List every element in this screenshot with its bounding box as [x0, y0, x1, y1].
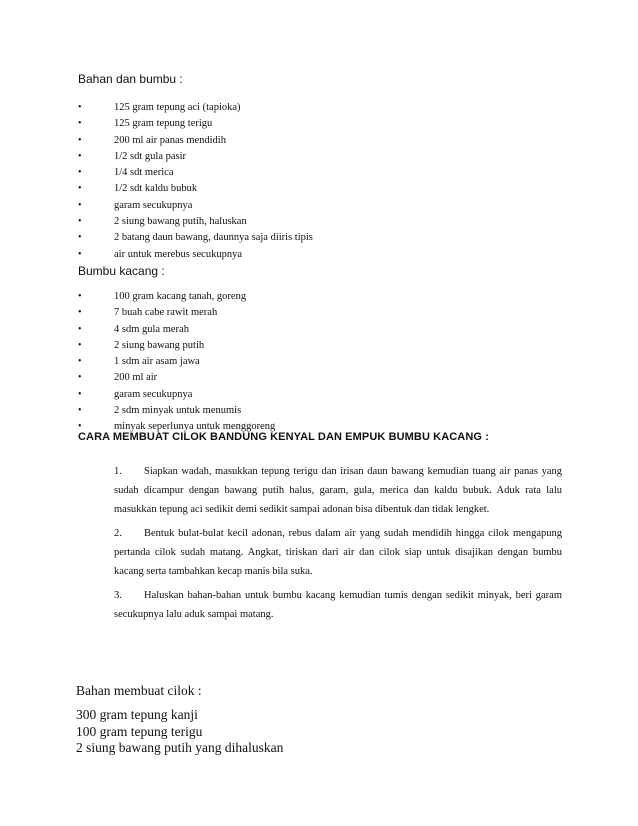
cilok-ingredients-list: [76, 707, 283, 757]
bullet-icon: •: [78, 232, 82, 244]
bullet-icon: •: [78, 291, 82, 302]
method-heading: CARA MEMBUAT CILOK BANDUNG KENYAL DAN EMPUK BUMBU KACANG :: [78, 431, 489, 443]
step-number: 2.: [114, 528, 122, 539]
ingredients-heading: Bahan dan bumbu :: [78, 72, 183, 86]
bullet-icon: •: [78, 167, 82, 179]
bullet-icon: •: [78, 339, 82, 351]
list-item: 100 gram tepung terigu: [76, 723, 203, 739]
step-text: Bentuk bulat-bulat kecil adonan, rebus dalam air yang sudah mendidih hingga cilok mengapung pertanda cilok sudah matang. Angkat, tiriskan dari air dan cilok siap untuk disajikan dengan bumbu kacang serta tambahkan kecap manis bila suka.: [114, 528, 562, 577]
peanut-sauce-heading: Bumbu kacang :: [78, 264, 165, 278]
bullet-icon: •: [78, 134, 82, 146]
bullet-icon: •: [78, 216, 82, 228]
bullet-icon: •: [78, 183, 82, 195]
method-step: [114, 586, 562, 624]
bullet-icon: •: [78, 421, 82, 433]
cilok-ingredients-heading: Bahan membuat cilok :: [76, 683, 202, 698]
bullet-icon: •: [78, 248, 82, 260]
bullet-icon: •: [78, 118, 82, 130]
bullet-icon: •: [78, 307, 82, 319]
list-item: 300 gram tepung kanji: [76, 707, 198, 722]
step-number: 1.: [114, 466, 122, 477]
method-steps: [114, 462, 562, 629]
document-page: Bahan dan bumbu : • 125 gram tepung aci (tapioka) • 125 gram tepung terigu • 200 ml air panas mendidih • 1/2 sdt gula pasir • 1/4 sdt merica • 1/2 sdt kaldu bubuk • garam secukupnya • 2 siung bawang putih, haluskan • 2 batang daun bawang, daunnya saja diiris tipis • air untuk merebus secukupnya Bumbu kacang : • 100 gram kacang tanah, goreng • 7 buah cabe rawit merah • 4 sdm gula merah • 2 siung bawang putih • 1 sdm air asam jawa • 200 ml air • garam secukupnya • 2 sdm minyak untuk menumis • minyak seperlunya untuk menggoreng CARA MEMBUAT CILOK BANDUNG KENYAL DAN EMPUK BUMBU KACANG : 1. Siapkan wadah, masukkan tepung terigu dan irisan daun bawang kemudian tuang air panas yang sudah dicampur dengan bawang putih halus, garam, gula, merica dan kaldu bubuk. Aduk rata lalu masukkan tepung aci sedikit demi sedikit sampai adonan bisa dibentuk dan tidak lengket. 2. Bentuk bulat-bulat kecil adonan, rebus dalam air yang sudah mendidih hingga cilok mengapung pertanda cilok sudah matang. Angkat, tiriskan dari air dan cilok siap untuk disajikan dengan bumbu kacang serta tambahkan kecap manis bila suka. 3. Haluskan bahan-bahan untuk bumbu kacang kemudian tumis dengan sedikit minyak, beri garam secukupnya lalu aduk sampai matang. Bahan membuat cilok : 300 gram tepung kanji 100 gram tepung terigu 2 siung bawang putih yang dihaluskan: [76, 72, 562, 755]
bullet-icon: •: [78, 405, 82, 417]
step-text: Haluskan bahan-bahan untuk bumbu kacang kemudian tumis dengan sedikit minyak, beri garam secukupnya lalu aduk sampai matang.: [114, 590, 562, 620]
bullet-icon: •: [78, 199, 82, 211]
method-step: [114, 524, 562, 581]
bullet-icon: •: [78, 102, 82, 113]
bullet-icon: •: [78, 372, 82, 384]
list-item: 2 siung bawang putih yang dihaluskan: [76, 740, 284, 755]
bullet-icon: •: [78, 356, 82, 368]
step-text: Siapkan wadah, masukkan tepung terigu dan irisan daun bawang kemudian tuang air panas yang sudah dicampur dengan bawang putih halus, garam, gula, merica dan kaldu bubuk. Aduk rata lalu masukkan tepung aci sedikit demi sedikit sampai adonan bisa dibentuk dan tidak lengket.: [114, 466, 562, 515]
step-number: 3.: [114, 590, 122, 601]
method-step: [114, 462, 562, 519]
bullet-icon: •: [78, 323, 82, 335]
bullet-icon: •: [78, 150, 82, 162]
bullet-icon: •: [78, 388, 82, 400]
